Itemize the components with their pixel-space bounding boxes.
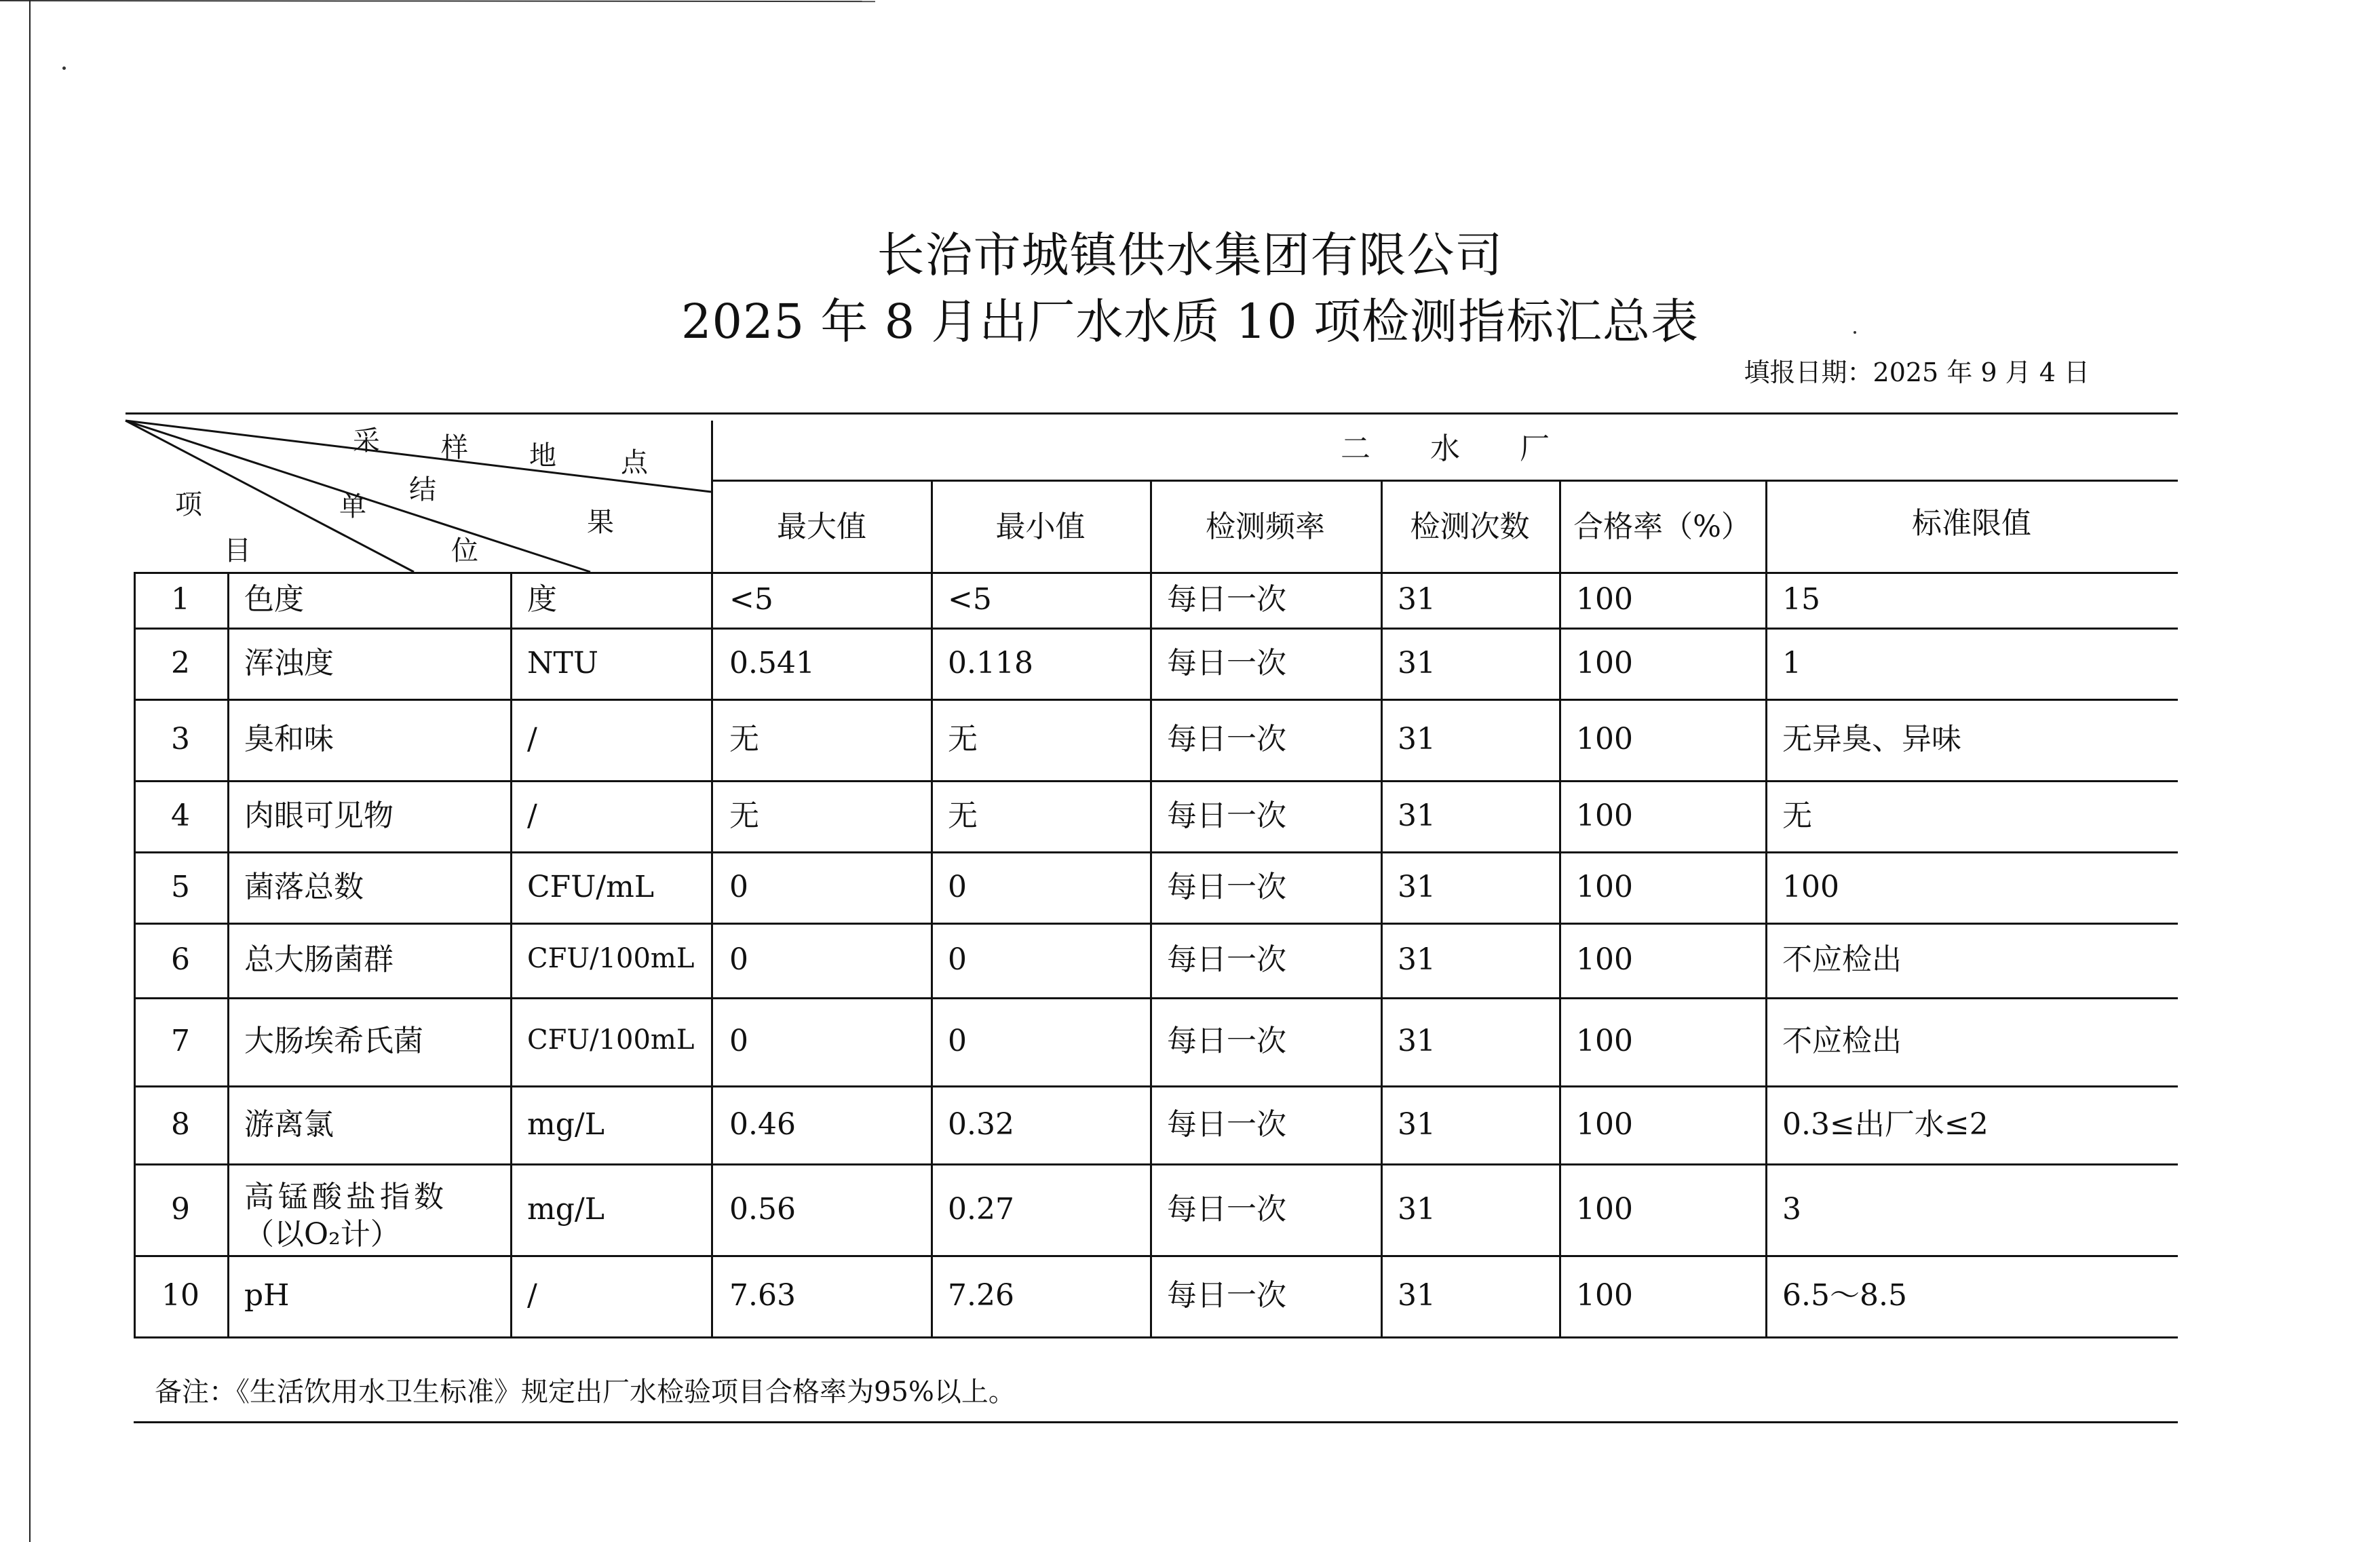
corner-label-sampling: 点 [621, 447, 648, 478]
report-date: 填报日期：2025 年 9 月 4 日 [1744, 358, 2090, 387]
table-cell-unit: CFU/mL [527, 869, 655, 904]
table-cell-rate: 100 [1576, 1106, 1633, 1142]
col-header-min: 最小值 [995, 509, 1086, 544]
table-cell-freq: 每日一次 [1167, 645, 1286, 680]
table-cell-count: 31 [1398, 722, 1436, 756]
table-cell-limit: 不应检出 [1782, 1024, 1902, 1058]
table-cell-min: 0 [948, 942, 967, 977]
table-cell-item: 总大肠菌群 [244, 942, 394, 977]
table-cell-rate: 100 [1576, 798, 1633, 833]
table-cell-count: 31 [1398, 1191, 1436, 1227]
corner-label-result: 结 [409, 474, 436, 505]
table-cell-min: 0.32 [948, 1106, 1014, 1142]
table-cell-item: pH [244, 1278, 290, 1313]
grid-line [134, 628, 2178, 630]
table-cell-no: 8 [171, 1106, 190, 1142]
table-cell-rate: 100 [1576, 645, 1633, 680]
grid-line [1381, 480, 1383, 1338]
table-cell-max: 0 [729, 1024, 748, 1058]
corner-label-unit: 位 [451, 535, 478, 566]
grid-line [711, 421, 713, 1338]
table-cell-max: 0.46 [729, 1106, 796, 1142]
table-cell-count: 31 [1398, 645, 1436, 680]
table-cell-rate: 100 [1576, 582, 1633, 617]
grid-line [134, 780, 2178, 782]
table-cell-unit: / [527, 722, 537, 756]
table-cell-count: 31 [1398, 1106, 1436, 1142]
table-cell-min: 7.26 [948, 1278, 1014, 1313]
table-cell-min: 0.27 [948, 1191, 1014, 1227]
table-cell-min: 无 [948, 798, 978, 833]
col-header-frequency: 检测频率 [1206, 509, 1325, 544]
table-cell-no: 5 [171, 869, 190, 904]
corner-label-sampling: 采 [353, 425, 380, 457]
table-cell-limit: 不应检出 [1782, 942, 1902, 977]
corner-label-item: 目 [224, 535, 251, 566]
table-cell-no: 3 [171, 722, 190, 756]
col-header-pass-rate: 合格率（%） [1573, 509, 1751, 544]
report-title: 2025 年 8 月出厂水水质 10 项检测指标汇总表 [680, 294, 1699, 349]
grid-line [134, 851, 2178, 853]
table-cell-freq: 每日一次 [1167, 1024, 1286, 1058]
col-header-max: 最大值 [777, 509, 866, 544]
table-cell-freq: 每日一次 [1167, 722, 1286, 756]
table-cell-freq: 每日一次 [1167, 942, 1286, 977]
table-cell-item: 肉眼可见物 [244, 798, 394, 833]
grid-line [227, 572, 229, 1338]
table-cell-unit: / [527, 798, 537, 833]
table-cell-count: 31 [1398, 1278, 1436, 1313]
grid-line [931, 480, 933, 1338]
table-cell-min: <5 [948, 582, 992, 617]
grid-line [134, 1336, 2178, 1338]
table-cell-item [244, 1178, 448, 1253]
table-cell-rate: 100 [1576, 1278, 1633, 1313]
table-cell-item: 大肠埃希氏菌 [244, 1024, 423, 1058]
grid-line [510, 572, 512, 1338]
corner-label-result: 果 [587, 507, 614, 538]
table-cell-unit: CFU/100mL [527, 943, 695, 974]
corner-label-sampling: 地 [529, 440, 556, 471]
table-cell-rate: 100 [1576, 1024, 1633, 1058]
corner-label-unit: 单 [339, 491, 366, 522]
table-cell-min: 无 [948, 722, 978, 756]
table-cell-no: 10 [161, 1278, 199, 1313]
table-cell-no: 1 [171, 582, 190, 617]
table-cell-limit: 0.3≤出厂水≤2 [1782, 1106, 1989, 1142]
grid-line [134, 1085, 2178, 1087]
table-cell-rate: 100 [1576, 869, 1633, 904]
table-cell-freq: 每日一次 [1167, 582, 1286, 617]
grid-line [134, 1421, 2178, 1423]
table-cell-count: 31 [1398, 798, 1436, 833]
table-cell-item: 色度 [244, 582, 304, 617]
table-cell-item: 菌落总数 [244, 869, 364, 904]
table-cell-freq: 每日一次 [1167, 798, 1286, 833]
col-header-count: 检测次数 [1410, 509, 1530, 544]
table-cell-unit: CFU/100mL [527, 1024, 695, 1056]
grid-line [134, 1255, 2178, 1257]
table-cell-max: 0 [729, 942, 748, 977]
table-cell-no: 2 [171, 645, 190, 680]
grid-line [126, 412, 2178, 415]
corner-label-sampling: 样 [441, 432, 468, 463]
grid-line [134, 699, 2178, 701]
table-cell-max: 无 [729, 722, 759, 756]
table-cell-count: 31 [1398, 869, 1436, 904]
table-cell-limit: 1 [1782, 645, 1801, 680]
table-cell-freq: 每日一次 [1167, 1191, 1286, 1227]
item-name: 高锰酸盐指数 [244, 1180, 448, 1214]
table-cell-limit: 15 [1782, 582, 1820, 617]
table-cell-min: 0.118 [948, 645, 1033, 680]
table-cell-count: 31 [1398, 582, 1436, 617]
corner-label-item: 项 [175, 489, 202, 520]
item-subtext: （以O₂计） [244, 1217, 400, 1252]
table-cell-count: 31 [1398, 942, 1436, 977]
grid-line [134, 1163, 2178, 1165]
table-cell-rate: 100 [1576, 1191, 1633, 1227]
table-cell-limit: 100 [1782, 869, 1839, 904]
table-cell-freq: 每日一次 [1167, 1278, 1286, 1313]
table-cell-freq: 每日一次 [1167, 869, 1286, 904]
table-cell-limit: 无异臭、异味 [1782, 722, 1961, 756]
table-cell-unit: / [527, 1278, 537, 1313]
table-cell-limit: 3 [1782, 1191, 1801, 1227]
table-cell-no: 9 [171, 1191, 190, 1227]
footnote: 备注：《生活饮用水卫生标准》规定出厂水检验项目合格率为95%以上。 [155, 1376, 1016, 1408]
grid-line [134, 923, 2178, 925]
table-cell-unit: NTU [527, 645, 598, 680]
table-cell-item: 游离氯 [244, 1106, 334, 1142]
table-cell-limit: 无 [1782, 798, 1812, 833]
table-cell-no: 6 [171, 942, 190, 977]
company-title: 长治市城镇供水集团有限公司 [877, 227, 1503, 283]
table-cell-count: 31 [1398, 1024, 1436, 1058]
table-cell-rate: 100 [1576, 722, 1633, 756]
grid-line [1765, 480, 1767, 1338]
grid-line [134, 997, 2178, 999]
table-cell-max: 7.63 [729, 1278, 796, 1313]
table-cell-freq: 每日一次 [1167, 1106, 1286, 1142]
table-cell-unit: mg/L [527, 1191, 604, 1227]
table-cell-rate: 100 [1576, 942, 1633, 977]
table-cell-max: 0 [729, 869, 748, 904]
table-cell-no: 7 [171, 1024, 190, 1058]
table-cell-item: 浑浊度 [244, 645, 334, 680]
plant-header: 二 水 厂 [1341, 431, 1550, 466]
col-header-limit: 标准限值 [1912, 506, 2031, 541]
table-cell-unit: mg/L [527, 1106, 604, 1142]
grid-line [134, 572, 2178, 574]
grid-line [1150, 480, 1152, 1338]
table-cell-min: 0 [948, 869, 967, 904]
table-cell-max: 0.56 [729, 1191, 796, 1227]
table-cell-item: 臭和味 [244, 722, 334, 756]
table-cell-max: 无 [729, 798, 759, 833]
table-cell-unit: 度 [527, 582, 557, 617]
table-cell-limit: 6.5～8.5 [1782, 1278, 1907, 1313]
grid-line [1559, 480, 1561, 1338]
table-cell-min: 0 [948, 1024, 967, 1058]
table-cell-max: 0.541 [729, 645, 815, 680]
table-cell-max: <5 [729, 582, 773, 617]
table-cell-no: 4 [171, 798, 190, 833]
